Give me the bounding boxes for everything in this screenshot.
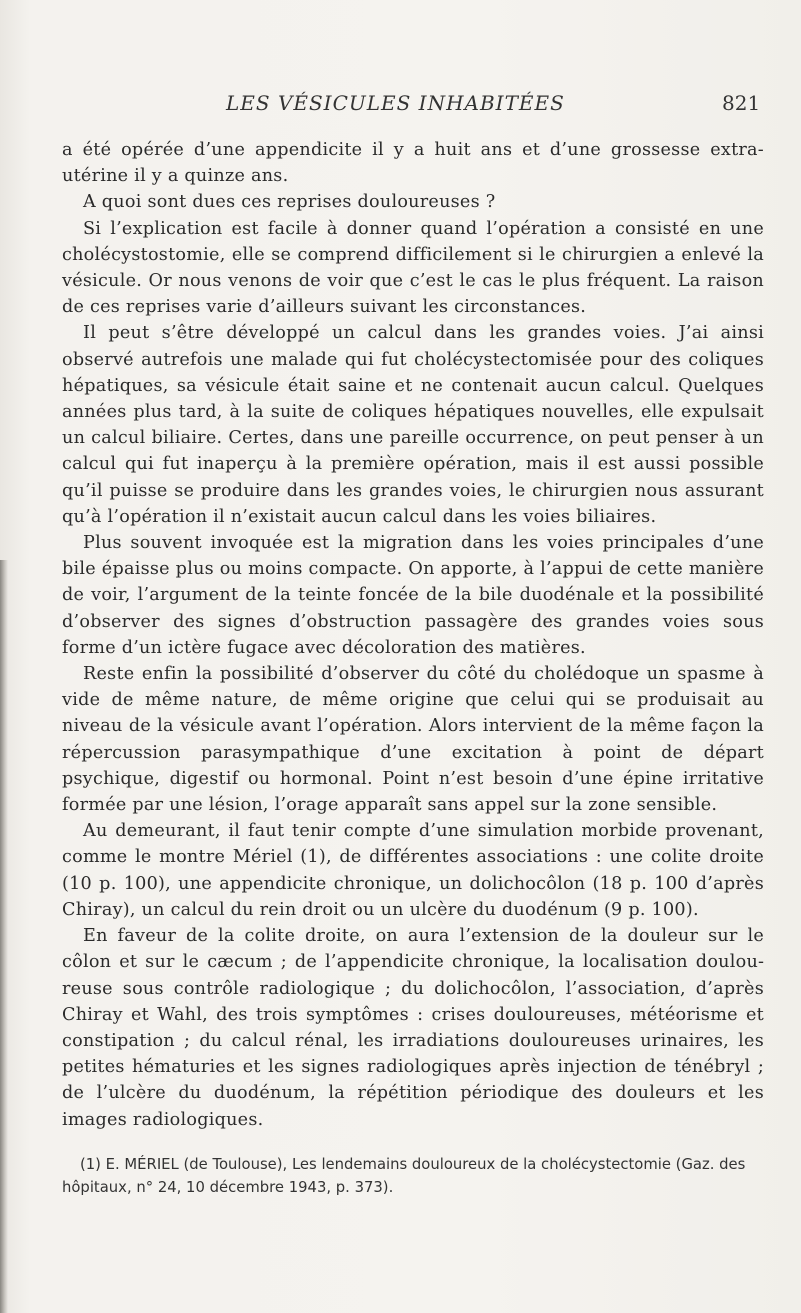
paragraph: Reste enfin la possibilité d’observer du côté du cholédoque un spasme à vide de même nature, de même origine que celui qui se produisait au niveau de la vésicule avant l’opération. Alors intervient de la même façon la répercussion parasympathique d’une excitation à point de départ psychique, digestif ou hormonal. Point n’est besoin d’une épine irritative formée par une lésion, l’orage apparaît sans appel sur la zone sensible. bbox=[62, 664, 764, 816]
footnote bbox=[62, 1153, 767, 1199]
paragraph: Plus souvent invoquée est la migration dans les voies principales d’une bile épaisse plus ou moins compacte. On apporte, à l’appui de cette manière de voir, l’argument de la teinte foncée de la bile duodénale et la possibilité d’observer des signes d’obstruction passagère des grandes voies sous forme d’un ictère fugace avec décoloration des matières. bbox=[62, 533, 764, 658]
paragraph: A quoi sont dues ces reprises douloureuses ? bbox=[83, 192, 496, 213]
running-title: LES VÉSICULES INHABITÉES bbox=[226, 91, 565, 115]
page-header bbox=[0, 91, 801, 121]
paragraph: Il peut s’être développé un calcul dans les grandes voies. J’ai ainsi observé autrefois une malade qui fut cholécystectomisée pour des coliques hépatiques, sa vésicule était saine et ne contenait aucun calcul. Quelques années plus tard, à la suite de coliques hépatiques nouvelles, elle expulsait un calcul biliaire. Certes, dans une pareille occurrence, on peut penser à un calcul qui fut inaperçu à la première opération, mais il est aussi possible qu’il puisse se produire dans les grandes voies, le chirurgien nous assurant qu’à l’opération il n’existait aucun calcul dans les voies biliaires. bbox=[62, 323, 764, 527]
paragraph: Au demeurant, il faut tenir compte d’une simulation morbide provenant, comme le montre Mériel (1), de différentes associations : une colite droite (10 p. 100), une appendicite chronique, un dolichocôlon (18 p. 100 d’après Chiray), un calcul du rein droit ou un ulcère du duodénum (9 p. 100). bbox=[62, 821, 764, 920]
binding-edge bbox=[0, 560, 8, 1313]
paragraph: Si l’explication est facile à donner quand l’opération a consisté en une cholécystostomie, elle se comprend difficilement si le chirurgien a enlevé la vésicule. Or nous venons de voir que c’est le cas le plus fréquent. La raison de ces reprises varie d’ailleurs suivant les circonstances. bbox=[62, 218, 764, 318]
paragraph: En faveur de la colite droite, on aura l’extension de la douleur sur le côlon et sur le cæcum ; de l’appendicite chronique, la localisation douloureuse sous contrôle radiologique ; du dolichocôlon, l’association, d’après Chiray et Wahl, des trois symptômes : crises douloureuses, météorisme et constipation ; du calcul rénal, les irradiations douloureuses urinaires, les petites hématuries et les signes radiologiques après injection de ténébryl ; de l’ulcère du duodénum, la répétition périodique des douleurs et les images radiologiques. bbox=[62, 926, 764, 1130]
footnote-text: (1) E. MÉRIEL (de Toulouse), Les lendemains douloureux de la cholécystectomie (Gaz. des hôpitaux, n° 24, 10 décembre 1943, p. 373). bbox=[62, 1156, 746, 1196]
paragraph: a été opérée d’une appendicite il y a huit ans et d’une grossesse extra-utérine il y a quinze ans. bbox=[62, 140, 764, 187]
page-number: 821 bbox=[722, 91, 761, 115]
body-text bbox=[62, 137, 764, 1133]
